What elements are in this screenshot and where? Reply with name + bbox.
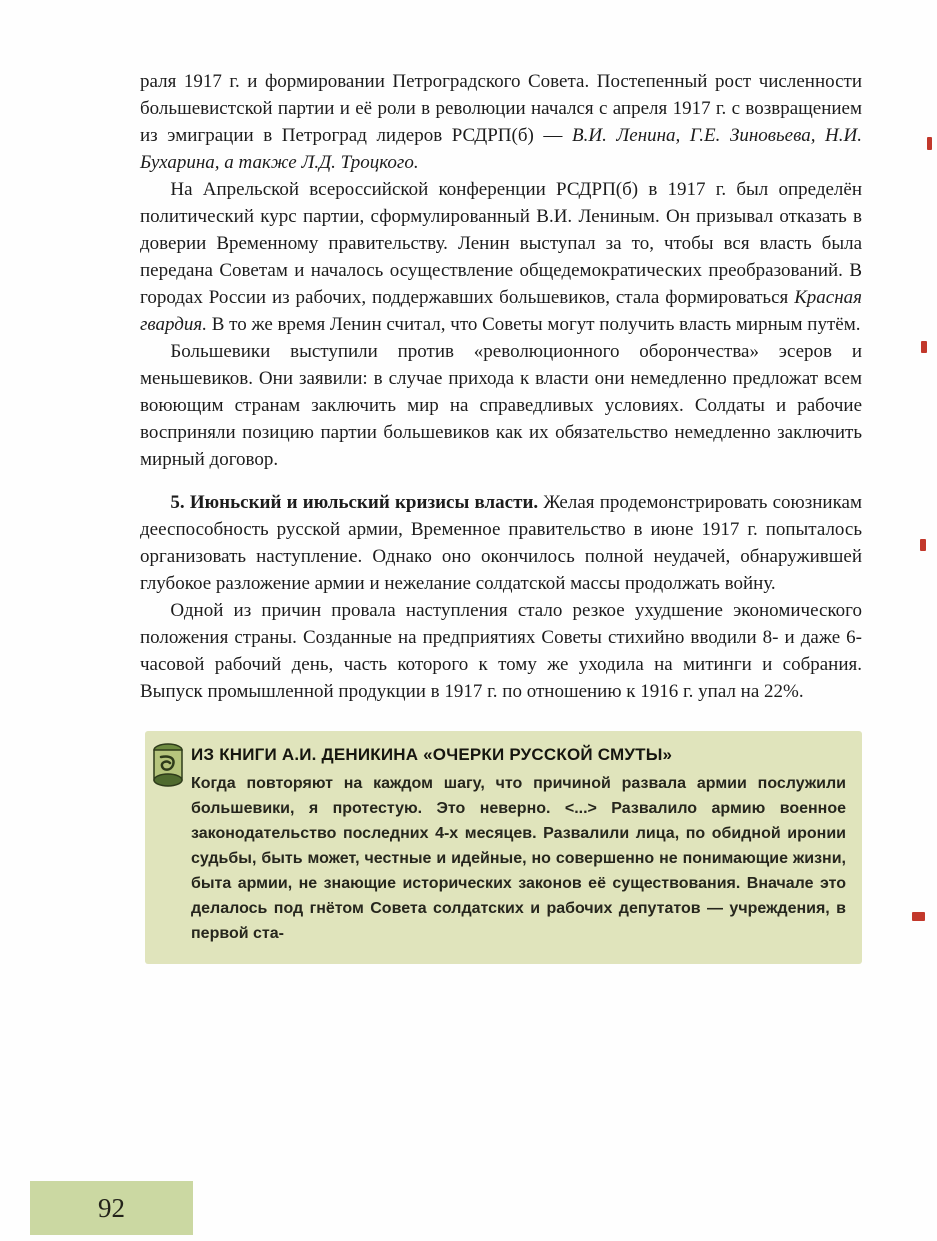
page-number: 92 bbox=[98, 1193, 125, 1223]
section-heading: 5. Июньский и июльский кризисы власти. bbox=[170, 492, 539, 513]
paragraph bbox=[140, 68, 862, 176]
text-run: раля 1917 г. и формировании Петроградского Совета. Постепенный рост численности большевистской партии и её роли в революции начался с апреля 1917 г. с возвращением из эмиграции в Петроград лидеров РСДРП(б) — bbox=[140, 71, 862, 146]
paragraph-section-5 bbox=[140, 489, 862, 597]
main-text-column bbox=[140, 68, 862, 964]
text-run-italic: Красная гвардия. bbox=[140, 287, 862, 335]
excerpt-title: ИЗ КНИГИ А.И. ДЕНИКИНА «ОЧЕРКИ РУССКОЙ СМУТЫ» bbox=[191, 745, 673, 764]
text-run: Желая продемонстрировать союзникам дееспособность русской армии, Временное правительство в июне 1917 г. попыталось организовать наступление. Однако оно окончилось полной неудачей, обнаружившей глубокое разложение армии и нежелание солдатской массы продолжать войну. bbox=[140, 492, 862, 594]
source-excerpt-box bbox=[145, 731, 862, 964]
paragraph bbox=[140, 597, 862, 705]
red-scan-mark bbox=[921, 341, 927, 353]
page-number-tab bbox=[30, 1181, 193, 1235]
red-scan-mark bbox=[912, 912, 925, 921]
text-run-italic: В.И. Ленина, Г.Е. Зиновьева, Н.И. Бухарина, а также Л.Д. Троцкого. bbox=[140, 125, 862, 173]
red-scan-mark bbox=[920, 539, 926, 551]
text-run: На Апрельской всероссийской конференции РСДРП(б) в 1917 г. был определён политический курс партии, сформулированный В.И. Лениным. Он призывал отказать в доверии Временному правительству. Ленин выступал за то, чтобы вся власть была передана Советам и началось осуществление общедемократических преобразований. В городах России из рабочих, поддержавших большевиков, стала формироваться bbox=[140, 179, 862, 308]
text-run: Одной из причин провала наступления стало резкое ухудшение экономического положения страны. Созданные на предприятиях Советы стихийно вводили 8- и даже 6-часовой рабочий день, часть которого к тому же уходила на митинги и собрания. Выпуск промышленной продукции в 1917 г. по отношению к 1916 г. упал на 22%. bbox=[140, 600, 862, 702]
paragraph bbox=[140, 176, 862, 338]
red-scan-mark bbox=[927, 137, 932, 150]
text-run: Большевики выступили против «революционного оборончества» эсеров и меньшевиков. Они заявили: в случае прихода к власти они немедленно предложат всем воюющим странам заключить мир на справедливых условиях. Солдаты и рабочие восприняли позицию партии большевиков как их обязательство немедленно заключить мирный договор. bbox=[140, 341, 862, 470]
text-run: В то же время Ленин считал, что Советы могут получить власть мирным путём. bbox=[206, 314, 861, 335]
paragraph bbox=[140, 338, 862, 473]
scroll-icon bbox=[149, 741, 189, 789]
excerpt-text: Когда повторяют на каждом шагу, что причиной развала армии послужили большевики, я протестую. Это неверно. <...> Развалило армию военное законодательство последних 4-х месяцев. Развалили лица, по обидной иронии судьбы, быть может, честные и идейные, но совершенно не понимающие жизни, быта армии, не знающие исторических законов её существования. Вначале это делалось под гнётом Совета солдатских и рабочих депутатов — учреждения, в первой ста- bbox=[191, 775, 846, 942]
excerpt-header bbox=[191, 743, 846, 767]
